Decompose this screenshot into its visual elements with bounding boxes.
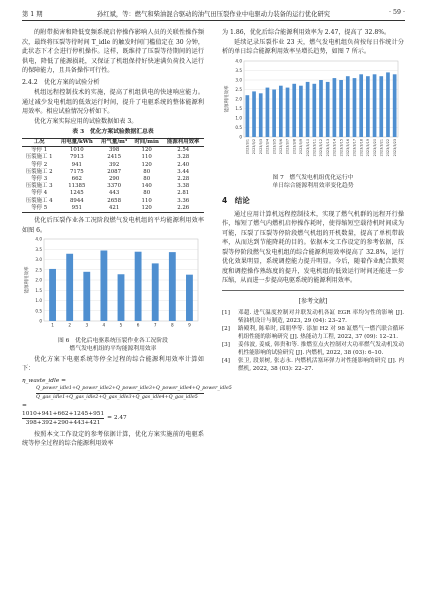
bar (292, 83, 296, 136)
y-tick-label: 4.0 (235, 58, 242, 64)
table-cell: 392 (109, 161, 120, 168)
x-tick-label: 2023/3/5 (272, 138, 277, 154)
table-cell: 压裂施工 2 (25, 168, 53, 175)
paragraph: 为 1.86，优化后综合能源利用效率为 2.47，提高了 32.8%。 (222, 29, 391, 36)
table-cell: 7913 (69, 154, 84, 161)
bar (83, 272, 90, 321)
table-cell: 110 (141, 154, 152, 161)
bar (100, 251, 107, 322)
bar (333, 78, 337, 137)
x-tick-label: 2023/3/10 (305, 138, 310, 156)
x-tick-label: 2023/3/8 (292, 138, 297, 154)
bar (49, 269, 56, 321)
table-cell: 80 (143, 190, 151, 197)
table-cell: 941 (71, 161, 82, 168)
table-cell: 压裂施工 1 (25, 154, 53, 161)
table-cell: 等停 2 (31, 161, 48, 168)
bar (246, 95, 250, 137)
bar (366, 76, 370, 137)
table-header: 时间/min (131, 139, 162, 147)
bar (135, 252, 142, 321)
efficiency-formula (22, 377, 232, 427)
bar (169, 252, 176, 321)
paragraph: 优化方案实际应用的试验数据如表 3。 (34, 117, 138, 125)
x-tick-label: 6 (136, 322, 140, 328)
bar (346, 76, 350, 137)
reference-number: [1] (222, 310, 230, 316)
table-cell: 2.54 (177, 147, 190, 154)
running-title: 孙红斌，等：燃气和柴油混合驱动的油气田压裂作业中电驱动力装备的运行优化研究 (97, 11, 330, 18)
x-tick-label: 2023/3/3 (258, 138, 263, 154)
caption-line: 图 6 优化后电驱系统压裂作业各工况阶段 (58, 337, 168, 344)
formula-numerator: Q_power_idle1+Q_power_idle2+Q_power_idle3+Q_power_idle4+Q_power_idle5 (36, 385, 204, 394)
bar (393, 74, 397, 137)
table-cell: 压裂施工 3 (25, 183, 53, 190)
table-cell: 951 (56, 205, 97, 213)
formula-result: = 2.47 (107, 415, 127, 422)
table-cell: 2.81 (177, 190, 190, 197)
table-cell: 1010 (69, 147, 84, 154)
x-tick-label: 2023/3/17 (352, 138, 357, 156)
table-row (22, 190, 204, 197)
bar (152, 263, 159, 321)
x-tick-label: 8 (170, 322, 174, 328)
y-tick-label: 2.0 (35, 277, 42, 283)
x-tick-label: 2023/3/16 (345, 138, 350, 156)
bar (252, 91, 256, 137)
x-tick-label: 2023/3/23 (392, 138, 397, 156)
table-cell: 8944 (69, 197, 84, 204)
paragraph: 机组远程控制技术的实施，提高了机组供电的快速响应能力。通过减少发电机组的低效运行时间，提升了电驱系统的整体能源利用效率。相应试验情况分析如下。 (22, 89, 204, 115)
table-cell: 3370 (107, 183, 121, 190)
table-cell: 80 (143, 176, 151, 183)
x-tick-label: 2023/3/6 (279, 138, 284, 154)
table-cell: 3.38 (177, 183, 190, 190)
y-tick-label: 2.0 (235, 96, 242, 102)
bar (259, 93, 263, 137)
divider (222, 290, 404, 291)
table-cell: 80 (143, 168, 151, 175)
x-tick-label: 2023/3/12 (319, 138, 324, 156)
reference-text: 张卫, 段景树, 张志永. 内燃机活塞环弹力对性能影响的研究 [J]. 内燃机, 2022, 38 (03): 22–27. (238, 358, 404, 372)
table-cell: 压裂施工 4 (25, 197, 53, 204)
y-tick-label: 4.0 (35, 236, 42, 242)
reference-text: 邓超. 进气温度控制对并联发动机各缸 EGR 率均匀性的影响 [J]. 柴油机设计与制造, 2023, 29 (04): 23–27. (238, 310, 404, 324)
table-cell: 2.26 (162, 205, 204, 213)
reference-item (222, 325, 404, 341)
references-title: [参考文献] (298, 297, 328, 305)
table-cell: 2.28 (177, 176, 190, 183)
x-tick-label: 2023/3/15 (339, 138, 344, 156)
reference-item (222, 309, 404, 325)
x-tick-label: 9 (188, 322, 191, 328)
reference-number: [4] (222, 358, 230, 364)
page-number: · 59 · (388, 9, 405, 16)
formula-denominator: Q_gas_idle1+Q_gas_idle2+Q_gas_idle3+Q_gas_idle4+Q_gas_idle5 (36, 394, 198, 400)
table-cell: 3.36 (177, 197, 190, 204)
paragraph: 延续记录压裂作业 23 天，燃气发电机组负荷按每日作统计分析的单日综合能源利用效率呈增长趋势，如图 7 所示。 (222, 38, 404, 55)
table-header: 用气量/m³ (97, 139, 131, 147)
bar (266, 87, 270, 136)
table-cell: 11385 (68, 183, 86, 190)
x-tick-label: 7 (153, 322, 157, 328)
table-row (22, 154, 204, 161)
table-cell: 290 (109, 176, 120, 183)
table-cell: 1245 (69, 190, 84, 197)
x-tick-label: 2023/3/7 (285, 138, 290, 154)
table-cell: 3.44 (177, 168, 190, 175)
subsection-heading: 2.4.2 优化方案的试验分析 (22, 78, 100, 86)
table-cell: 110 (141, 197, 152, 204)
paragraph: 按照本文工作设定的参考依据计算，优化方案实施前的电驱系统等停全过程的综合能源利用效率 (22, 430, 204, 448)
reference-item (222, 357, 404, 373)
caption-line: 燃气发电机组的平均能源利用效率 (69, 345, 157, 352)
table-cell: 等停 1 (31, 147, 48, 154)
bar (312, 83, 316, 136)
caption-line: 图 7 燃气发电机组优化运行中 (272, 175, 354, 181)
bar (118, 274, 125, 321)
y-tick-label: 3.0 (235, 77, 242, 83)
table-cell: 120 (131, 205, 162, 213)
bar (326, 81, 330, 136)
y-tick-label: 2.5 (235, 86, 242, 92)
bar (279, 85, 283, 136)
y-tick-label: 3.0 (35, 257, 42, 263)
y-tick-label: 0.5 (235, 124, 242, 130)
bar (359, 74, 363, 137)
table-row (22, 198, 204, 205)
table-cell: 140 (141, 183, 152, 190)
bar (299, 85, 303, 136)
bar (379, 76, 383, 137)
bar (353, 78, 357, 137)
y-tick-label: 1.5 (35, 287, 42, 293)
table-cell: 等停 5 (22, 205, 56, 213)
x-tick-label: 2023/3/1 (245, 138, 250, 154)
reference-item (222, 341, 404, 357)
table-header: 工况 (22, 139, 56, 147)
x-tick-label: 2023/3/18 (359, 138, 364, 156)
formula-denominator-values: 398+392+290+443+421 (25, 419, 101, 426)
page-header (22, 6, 405, 21)
paragraph: 优化方案下电驱系统等停全过程的综合能源利用效率计算如下： (22, 355, 204, 373)
bar (272, 89, 276, 137)
bar (373, 74, 377, 137)
x-tick-label: 1 (51, 322, 54, 328)
x-tick-label: 2023/3/4 (265, 138, 270, 154)
table-row (22, 169, 204, 176)
x-tick-label: 2023/3/22 (386, 138, 391, 156)
caption-line: 单日综合能源利用效率变化趋势 (272, 183, 354, 189)
paragraph: 优化后压裂作业各工况阶段燃气发电机组的平均能源利用效率如图 6。 (22, 217, 204, 234)
x-tick-label: 2023/3/11 (312, 138, 317, 156)
bar (186, 275, 193, 321)
table-cell: 2415 (107, 154, 121, 161)
formula-lhs: η_waste_idle = (22, 377, 66, 384)
x-tick-label: 4 (102, 322, 106, 328)
paragraph: 的附带损害和降低变频系统启停操作影响人员的关联性操作频次，最终将压裂等待时间 T_idle 的触发时间门槛值定在 30 分钟，此状态下才会进行停机操作。这样，既维持了压裂等待期间的运行供电，降低了能源损耗，又保证了机组保持好快速满负荷投入运行的保障能力，且具备操作可行性。 (22, 29, 204, 74)
figure-6-caption (22, 337, 204, 353)
table-cell: 120 (141, 161, 152, 168)
x-tick-label: 2023/3/13 (325, 138, 330, 156)
y-tick-label: 1.5 (235, 105, 242, 111)
section-heading: 4 结论 (222, 196, 250, 205)
table-cell: 421 (97, 205, 131, 213)
table-header: 能源利用效率 (162, 139, 204, 147)
x-tick-label: 3 (85, 322, 89, 328)
y-tick-label: 2.5 (35, 267, 42, 273)
table-header-row (22, 139, 204, 147)
y-tick-label: 0 (239, 134, 242, 140)
x-tick-label: 2023/3/20 (372, 138, 377, 156)
y-tick-label: 0.5 (35, 308, 42, 314)
bar (339, 80, 343, 137)
table-cell: 3.28 (177, 154, 190, 161)
x-tick-label: 2 (68, 322, 72, 328)
reference-text: 姜伟波, 姜威, 韩贵和等. 推燃室点火控制对大功率燃气发动机发动机性能影响的试验研究 [J]. 内燃机, 2022, 38 (03): 6–10. (238, 342, 404, 356)
figure-7-caption (222, 174, 404, 190)
x-tick-label: 2023/3/14 (332, 138, 337, 156)
bar (66, 254, 73, 321)
y-axis-label: 能源利用效率 (25, 266, 30, 294)
figure-6-chart (22, 235, 204, 331)
bar (319, 80, 323, 137)
y-tick-label: 1.0 (35, 298, 42, 304)
y-tick-label: 1.0 (235, 115, 242, 121)
table-caption: 表 3 优化方案试验数据汇总表 (72, 129, 154, 135)
x-tick-label: 2023/3/19 (366, 138, 371, 156)
table-cell: 662 (71, 176, 82, 183)
bar (306, 81, 310, 136)
x-tick-label: 2023/3/2 (252, 138, 257, 154)
references-list (222, 309, 404, 373)
table-cell: 7175 (69, 168, 84, 175)
y-tick-label: 3.5 (235, 67, 242, 73)
x-tick-label: 2023/3/21 (379, 138, 384, 156)
table-cell: 398 (109, 147, 120, 154)
y-axis-label: 能源利用效率 (225, 85, 230, 112)
data-table (22, 138, 204, 213)
table-cell: 等停 3 (31, 176, 48, 183)
table-cell: 120 (141, 147, 152, 154)
y-tick-label: 3.5 (35, 246, 42, 252)
formula-equals: = (22, 402, 27, 409)
table-cell: 等停 4 (31, 190, 48, 197)
table-row (22, 183, 204, 190)
table-cell: 2087 (107, 168, 121, 175)
x-tick-label: 2023/3/9 (299, 138, 304, 154)
table-row (22, 205, 204, 213)
formula-numerator-values: 1010+941+662+1245+951 (22, 410, 105, 417)
table-header: 用电量/kWh (56, 139, 97, 147)
issue-number: 第 1 期 (22, 11, 43, 18)
bar (286, 87, 290, 136)
table-row (22, 162, 204, 169)
x-tick-label: 5 (119, 322, 123, 328)
table-cell: 2658 (107, 197, 121, 204)
reference-text: 路殿利, 陈希时, 邱朋华等. 添加 H2 对 98 缸燃气一燃汽联合循环机组性能的影响研究 [J]. 热能动力工程, 2022, 37 (09): 12–21. (238, 326, 404, 340)
reference-number: [3] (222, 342, 230, 348)
y-tick-label: 0 (39, 318, 42, 324)
right-column (222, 28, 404, 373)
reference-number: [2] (222, 326, 230, 332)
table-cell: 443 (109, 190, 120, 197)
bar (386, 72, 390, 137)
figure-7-chart (222, 57, 404, 169)
table-cell: 2.40 (177, 161, 190, 168)
paragraph: 通过应用计算机远程控制技术，实现了燃气机群的远程开行操作，缩短了燃气内燃机启停操作耗时，使得缩短空载待机时间成为可能，压裂了压裂等停阶段燃气机组的开机数量，提高了单机带载率，从而达到节能降耗的目的。依据本文工作设定的参考依据，压裂等停阶段燃气发电机组的综合能源利用效率提高了 32.8%，运行优化效果明显，系统调控能力提升明显。今后，随着作业配合默契度和调控操作熟练度的提升，发电机组的低效运行时间还能进一步压缩，从而进一步提高电驱系统的能源利用效率。 (222, 210, 404, 284)
left-column (22, 28, 232, 449)
